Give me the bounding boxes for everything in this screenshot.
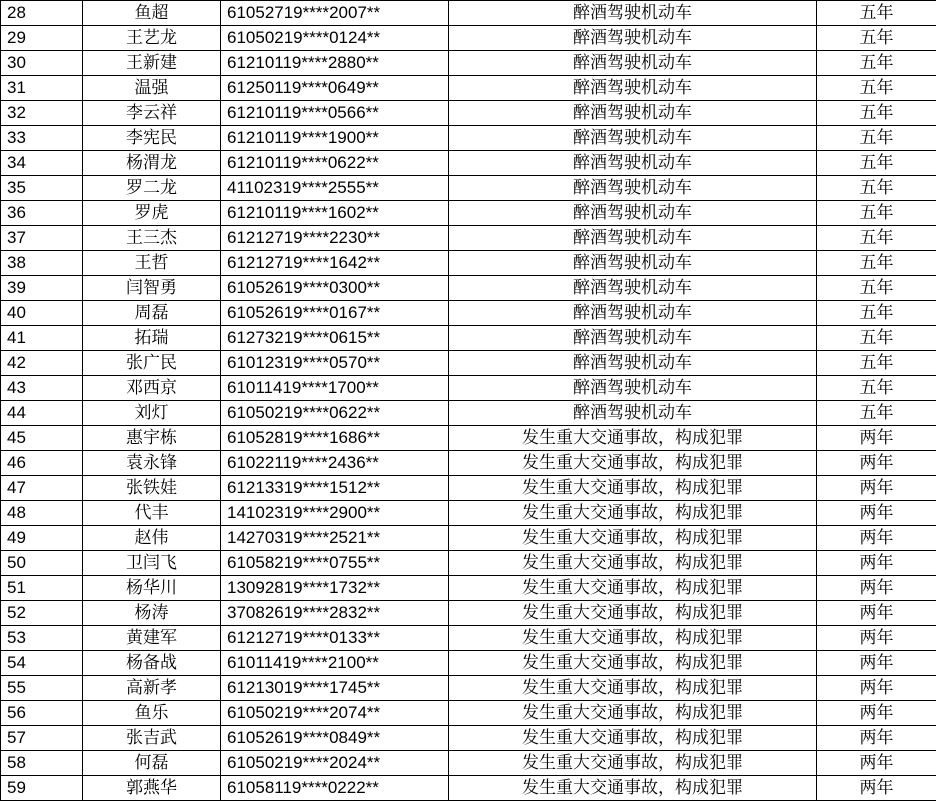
- offense-text: 发生重大交通事故，构成犯罪: [449, 476, 817, 501]
- person-name: 罗二龙: [83, 176, 221, 201]
- penalty-term: 五年: [817, 26, 936, 51]
- penalty-term: 两年: [817, 576, 936, 601]
- id-number: 61210119****2880**: [221, 51, 449, 76]
- offense-text: 醉酒驾驶机动车: [449, 326, 817, 351]
- table-row: [1, 326, 936, 351]
- row-number: 43: [1, 376, 83, 401]
- offense-text: 发生重大交通事故，构成犯罪: [449, 551, 817, 576]
- person-name: 张铁娃: [83, 476, 221, 501]
- table-row: [1, 201, 936, 226]
- offense-text: 发生重大交通事故，构成犯罪: [449, 601, 817, 626]
- row-number: 35: [1, 176, 83, 201]
- id-number: 61250119****0649**: [221, 76, 449, 101]
- penalty-term: 五年: [817, 176, 936, 201]
- penalty-term: 五年: [817, 301, 936, 326]
- table-row: [1, 351, 936, 376]
- table-row: [1, 1, 936, 26]
- id-number: 61012319****0570**: [221, 351, 449, 376]
- offense-text: 发生重大交通事故，构成犯罪: [449, 426, 817, 451]
- penalty-term: 五年: [817, 201, 936, 226]
- penalty-term: 五年: [817, 326, 936, 351]
- offense-text: 醉酒驾驶机动车: [449, 351, 817, 376]
- offense-text: 发生重大交通事故，构成犯罪: [449, 776, 817, 801]
- row-number: 41: [1, 326, 83, 351]
- id-number: 61050219****0622**: [221, 401, 449, 426]
- offense-text: 醉酒驾驶机动车: [449, 251, 817, 276]
- offense-text: 发生重大交通事故，构成犯罪: [449, 501, 817, 526]
- person-name: 卫闫飞: [83, 551, 221, 576]
- offense-text: 醉酒驾驶机动车: [449, 76, 817, 101]
- person-name: 代丰: [83, 501, 221, 526]
- table-row: [1, 576, 936, 601]
- row-number: 48: [1, 501, 83, 526]
- id-number: 13092819****1732**: [221, 576, 449, 601]
- offense-text: 醉酒驾驶机动车: [449, 301, 817, 326]
- person-name: 郭燕华: [83, 776, 221, 801]
- person-name: 罗虎: [83, 201, 221, 226]
- id-number: 61210119****0622**: [221, 151, 449, 176]
- penalty-term: 五年: [817, 151, 936, 176]
- row-number: 52: [1, 601, 83, 626]
- id-number: 61050219****2074**: [221, 701, 449, 726]
- offense-text: 醉酒驾驶机动车: [449, 1, 817, 26]
- penalty-term: 五年: [817, 376, 936, 401]
- row-number: 46: [1, 451, 83, 476]
- row-number: 47: [1, 476, 83, 501]
- row-number: 40: [1, 301, 83, 326]
- offense-text: 发生重大交通事故，构成犯罪: [449, 451, 817, 476]
- table-row: [1, 676, 936, 701]
- id-number: 61022119****2436**: [221, 451, 449, 476]
- table-body: [1, 1, 936, 801]
- table-row: [1, 151, 936, 176]
- id-number: 61213319****1512**: [221, 476, 449, 501]
- person-name: 黄建军: [83, 626, 221, 651]
- id-number: 61213019****1745**: [221, 676, 449, 701]
- person-name: 闫智勇: [83, 276, 221, 301]
- penalty-term: 两年: [817, 551, 936, 576]
- table-row: [1, 751, 936, 776]
- person-name: 杨备战: [83, 651, 221, 676]
- penalty-term: 两年: [817, 526, 936, 551]
- id-number: 61058219****0755**: [221, 551, 449, 576]
- penalty-term: 两年: [817, 726, 936, 751]
- penalty-term: 五年: [817, 101, 936, 126]
- offense-text: 发生重大交通事故，构成犯罪: [449, 726, 817, 751]
- person-name: 李云祥: [83, 101, 221, 126]
- penalty-term: 两年: [817, 451, 936, 476]
- id-number: 61052819****1686**: [221, 426, 449, 451]
- person-name: 杨渭龙: [83, 151, 221, 176]
- person-name: 刘灯: [83, 401, 221, 426]
- id-number: 61210119****0566**: [221, 101, 449, 126]
- row-number: 51: [1, 576, 83, 601]
- penalty-term: 两年: [817, 751, 936, 776]
- id-number: 61052619****0167**: [221, 301, 449, 326]
- person-name: 周磊: [83, 301, 221, 326]
- table-row: [1, 276, 936, 301]
- penalty-term: 两年: [817, 426, 936, 451]
- id-number: 61052719****2007**: [221, 1, 449, 26]
- offense-text: 醉酒驾驶机动车: [449, 51, 817, 76]
- table-row: [1, 526, 936, 551]
- row-number: 32: [1, 101, 83, 126]
- row-number: 39: [1, 276, 83, 301]
- row-number: 34: [1, 151, 83, 176]
- row-number: 45: [1, 426, 83, 451]
- table-row: [1, 301, 936, 326]
- table-row: [1, 651, 936, 676]
- row-number: 57: [1, 726, 83, 751]
- table-row: [1, 626, 936, 651]
- person-name: 何磊: [83, 751, 221, 776]
- offense-text: 醉酒驾驶机动车: [449, 176, 817, 201]
- id-number: 61212719****2230**: [221, 226, 449, 251]
- person-name: 张广民: [83, 351, 221, 376]
- row-number: 31: [1, 76, 83, 101]
- id-number: 61210119****1602**: [221, 201, 449, 226]
- offense-text: 醉酒驾驶机动车: [449, 376, 817, 401]
- offense-text: 醉酒驾驶机动车: [449, 26, 817, 51]
- person-name: 杨华川: [83, 576, 221, 601]
- penalty-term: 五年: [817, 351, 936, 376]
- penalty-term: 五年: [817, 76, 936, 101]
- id-number: 14102319****2900**: [221, 501, 449, 526]
- id-number: 61058119****0222**: [221, 776, 449, 801]
- id-number: 61050219****2024**: [221, 751, 449, 776]
- row-number: 37: [1, 226, 83, 251]
- table-row: [1, 176, 936, 201]
- penalty-term: 五年: [817, 401, 936, 426]
- penalty-term: 五年: [817, 226, 936, 251]
- id-number: 61011419****2100**: [221, 651, 449, 676]
- row-number: 29: [1, 26, 83, 51]
- person-name: 鱼超: [83, 1, 221, 26]
- table-row: [1, 501, 936, 526]
- row-number: 42: [1, 351, 83, 376]
- id-number: 41102319****2555**: [221, 176, 449, 201]
- penalty-term: 两年: [817, 701, 936, 726]
- id-number: 61050219****0124**: [221, 26, 449, 51]
- row-number: 53: [1, 626, 83, 651]
- table-row: [1, 551, 936, 576]
- offense-text: 醉酒驾驶机动车: [449, 401, 817, 426]
- person-name: 王哲: [83, 251, 221, 276]
- offense-text: 发生重大交通事故，构成犯罪: [449, 626, 817, 651]
- table-row: [1, 476, 936, 501]
- penalty-term: 两年: [817, 501, 936, 526]
- id-number: 61210119****1900**: [221, 126, 449, 151]
- row-number: 59: [1, 776, 83, 801]
- table-row: [1, 426, 936, 451]
- row-number: 54: [1, 651, 83, 676]
- row-number: 58: [1, 751, 83, 776]
- table-row: [1, 251, 936, 276]
- penalty-term: 五年: [817, 51, 936, 76]
- person-name: 李宪民: [83, 126, 221, 151]
- person-name: 王艺龙: [83, 26, 221, 51]
- penalty-term: 五年: [817, 276, 936, 301]
- offense-text: 发生重大交通事故，构成犯罪: [449, 576, 817, 601]
- person-name: 王三杰: [83, 226, 221, 251]
- penalty-term: 两年: [817, 476, 936, 501]
- table-row: [1, 76, 936, 101]
- penalty-term: 五年: [817, 126, 936, 151]
- person-name: 张吉武: [83, 726, 221, 751]
- offense-text: 发生重大交通事故，构成犯罪: [449, 651, 817, 676]
- row-number: 49: [1, 526, 83, 551]
- id-number: 61212719****1642**: [221, 251, 449, 276]
- id-number: 37082619****2832**: [221, 601, 449, 626]
- person-name: 高新孝: [83, 676, 221, 701]
- offense-text: 醉酒驾驶机动车: [449, 151, 817, 176]
- table-row: [1, 776, 936, 801]
- person-name: 杨涛: [83, 601, 221, 626]
- penalty-term: 两年: [817, 776, 936, 801]
- id-number: 61273219****0615**: [221, 326, 449, 351]
- table-row: [1, 601, 936, 626]
- person-name: 袁永锋: [83, 451, 221, 476]
- person-name: 鱼乐: [83, 701, 221, 726]
- table-row: [1, 101, 936, 126]
- row-number: 38: [1, 251, 83, 276]
- person-name: 拓瑞: [83, 326, 221, 351]
- penalty-term: 两年: [817, 626, 936, 651]
- row-number: 50: [1, 551, 83, 576]
- offense-text: 醉酒驾驶机动车: [449, 101, 817, 126]
- offense-text: 发生重大交通事故，构成犯罪: [449, 676, 817, 701]
- offense-text: 醉酒驾驶机动车: [449, 126, 817, 151]
- table-row: [1, 51, 936, 76]
- penalty-term: 两年: [817, 601, 936, 626]
- penalty-term: 五年: [817, 251, 936, 276]
- person-name: 邓西京: [83, 376, 221, 401]
- person-name: 王新建: [83, 51, 221, 76]
- offense-text: 醉酒驾驶机动车: [449, 276, 817, 301]
- offense-text: 醉酒驾驶机动车: [449, 201, 817, 226]
- id-number: 61052619****0849**: [221, 726, 449, 751]
- penalty-term: 两年: [817, 651, 936, 676]
- table-row: [1, 126, 936, 151]
- row-number: 44: [1, 401, 83, 426]
- table-row: [1, 376, 936, 401]
- id-number: 61052619****0300**: [221, 276, 449, 301]
- row-number: 33: [1, 126, 83, 151]
- offense-text: 发生重大交通事故，构成犯罪: [449, 701, 817, 726]
- table-row: [1, 226, 936, 251]
- id-number: 61212719****0133**: [221, 626, 449, 651]
- row-number: 36: [1, 201, 83, 226]
- table-row: [1, 401, 936, 426]
- row-number: 56: [1, 701, 83, 726]
- table-row: [1, 451, 936, 476]
- penalty-term: 五年: [817, 1, 936, 26]
- person-name: 惠宇栋: [83, 426, 221, 451]
- id-number: 61011419****1700**: [221, 376, 449, 401]
- offense-text: 发生重大交通事故，构成犯罪: [449, 751, 817, 776]
- table-row: [1, 26, 936, 51]
- row-number: 30: [1, 51, 83, 76]
- row-number: 55: [1, 676, 83, 701]
- table-row: [1, 701, 936, 726]
- row-number: 28: [1, 1, 83, 26]
- offense-text: 醉酒驾驶机动车: [449, 226, 817, 251]
- table-row: [1, 726, 936, 751]
- person-name: 温强: [83, 76, 221, 101]
- person-name: 赵伟: [83, 526, 221, 551]
- offense-text: 发生重大交通事故，构成犯罪: [449, 526, 817, 551]
- penalty-term: 两年: [817, 676, 936, 701]
- id-number: 14270319****2521**: [221, 526, 449, 551]
